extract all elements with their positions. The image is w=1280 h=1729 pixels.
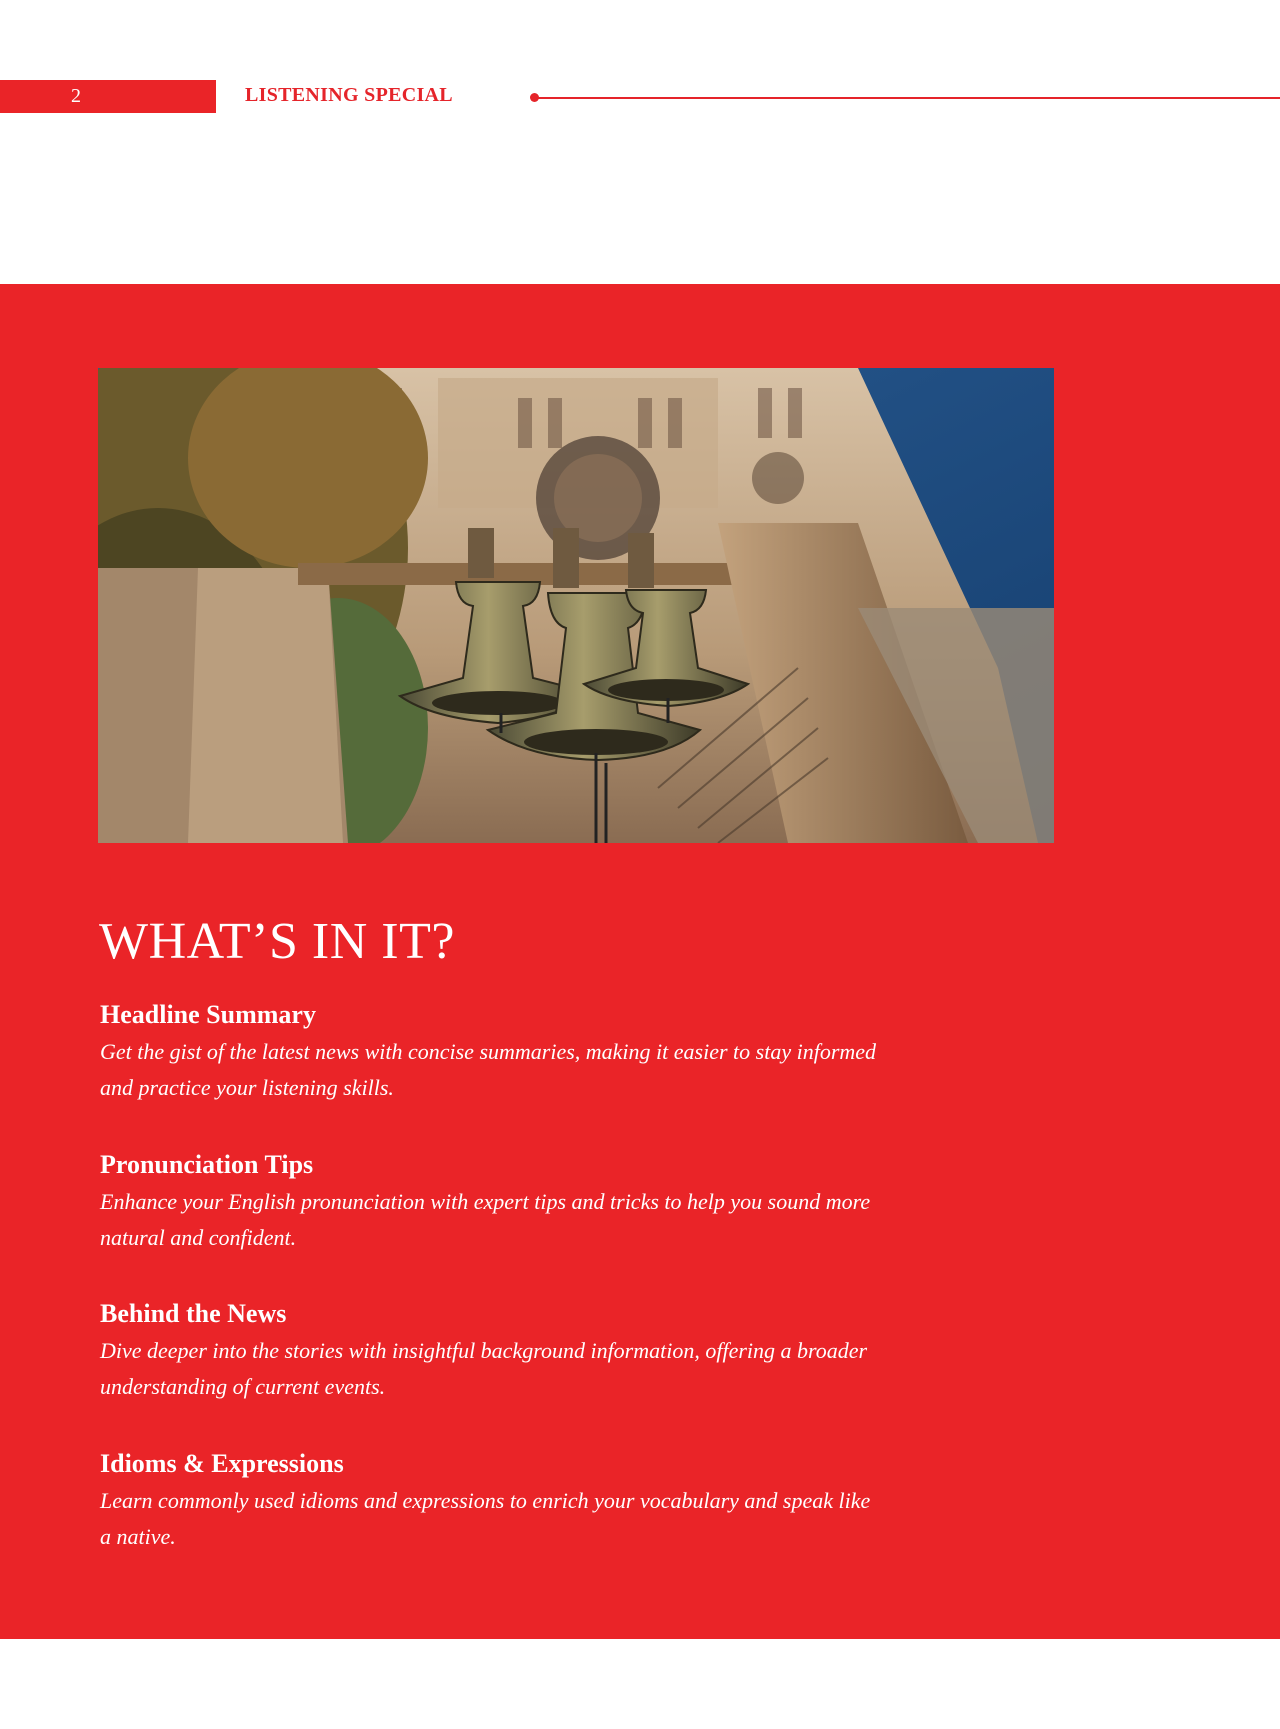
feature-headline-summary bbox=[100, 998, 880, 1106]
hero-image bbox=[98, 368, 1054, 843]
page-number: 2 bbox=[71, 85, 81, 107]
feature-pronunciation-tips bbox=[100, 1148, 880, 1256]
feature-description: Dive deeper into the stories with insightful background information, offering a broader understanding of current events. bbox=[100, 1338, 868, 1399]
header-rule bbox=[538, 97, 1280, 99]
feature-description: Get the gist of the latest news with concise summaries, making it easier to stay informed and practice your listening skills. bbox=[100, 1039, 877, 1100]
feature-title: Pronunciation Tips bbox=[100, 1150, 314, 1179]
feature-behind-the-news bbox=[100, 1297, 880, 1405]
feature-title: Behind the News bbox=[100, 1299, 287, 1328]
section-title: WHAT’S IN IT? bbox=[99, 913, 455, 970]
bells-cathedral-illustration bbox=[98, 368, 1054, 843]
feature-description: Learn commonly used idioms and expressions to enrich your vocabulary and speak like a native. bbox=[100, 1488, 871, 1549]
feature-title: Headline Summary bbox=[100, 1000, 316, 1029]
page-number-tab bbox=[0, 80, 216, 113]
feature-description: Enhance your English pronunciation with expert tips and tricks to help you sound more natural and confident. bbox=[100, 1189, 871, 1250]
feature-idioms-expressions bbox=[100, 1447, 880, 1555]
section-label: LISTENING SPECIAL bbox=[245, 84, 453, 106]
content-panel bbox=[0, 284, 1280, 1639]
feature-title: Idioms & Expressions bbox=[100, 1449, 344, 1478]
